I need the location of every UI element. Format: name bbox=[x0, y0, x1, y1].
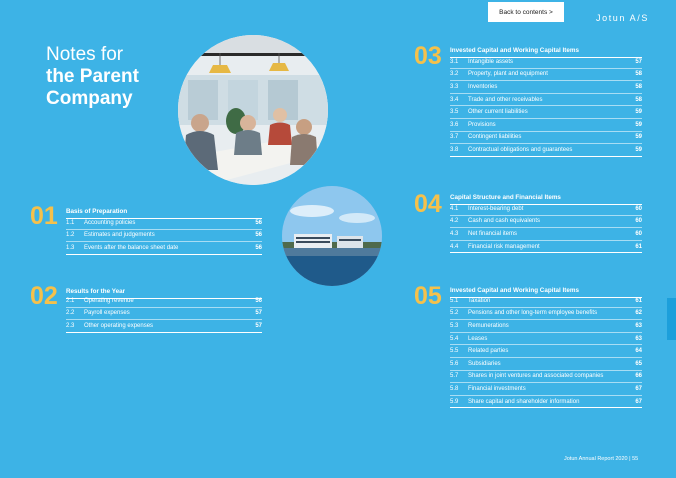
item-title: Subsidiaries bbox=[468, 360, 501, 367]
section-items bbox=[450, 203, 642, 253]
item-number: 1.3 bbox=[66, 244, 75, 251]
item-number: 5.9 bbox=[450, 398, 459, 405]
item-title: Cash and cash equivalents bbox=[468, 218, 541, 225]
item-number: 3.3 bbox=[450, 83, 459, 90]
item-title: Related parties bbox=[468, 348, 509, 355]
section-heading: Results for the Year bbox=[66, 288, 262, 299]
item-title: Inventories bbox=[468, 83, 498, 90]
item-title: Remunerations bbox=[468, 322, 509, 329]
item-title: Share capital and shareholder information bbox=[468, 398, 580, 405]
item-number: 5.5 bbox=[450, 348, 459, 355]
item-number: 5.3 bbox=[450, 322, 459, 329]
item-page: 63 bbox=[635, 322, 642, 329]
item-title: Shares in joint ventures and associated companies bbox=[468, 373, 604, 380]
item-page: 57 bbox=[255, 322, 262, 329]
item-number: 2.2 bbox=[66, 310, 75, 317]
item-number: 4.1 bbox=[450, 205, 459, 212]
section-items bbox=[66, 295, 262, 333]
item-page: 65 bbox=[635, 360, 642, 367]
section-items bbox=[66, 217, 262, 255]
item-page: 67 bbox=[635, 398, 642, 405]
item-page: 56 bbox=[255, 297, 262, 304]
item-page: 57 bbox=[255, 310, 262, 317]
item-title: Payroll expenses bbox=[84, 310, 130, 317]
item-page: 67 bbox=[635, 385, 642, 392]
toc-row[interactable] bbox=[450, 228, 642, 241]
item-number: 2.3 bbox=[66, 322, 75, 329]
item-number: 4.3 bbox=[450, 230, 459, 237]
item-page: 59 bbox=[635, 134, 642, 141]
toc-row[interactable] bbox=[66, 230, 262, 243]
toc-row[interactable] bbox=[450, 119, 642, 132]
toc-row[interactable] bbox=[450, 295, 642, 308]
item-page: 56 bbox=[255, 244, 262, 251]
chapter-side-tab[interactable] bbox=[667, 298, 676, 340]
section-number: 02 bbox=[30, 282, 58, 310]
item-number: 1.2 bbox=[66, 232, 75, 239]
item-page: 60 bbox=[635, 218, 642, 225]
item-page: 66 bbox=[635, 373, 642, 380]
item-page: 57 bbox=[635, 58, 642, 65]
section-number: 04 bbox=[414, 190, 442, 218]
item-page: 59 bbox=[635, 146, 642, 153]
item-title: Estimates and judgements bbox=[84, 232, 155, 239]
item-number: 3.2 bbox=[450, 71, 459, 78]
section-heading: Invested Capital and Working Capital Items bbox=[450, 47, 642, 58]
item-page: 61 bbox=[635, 243, 642, 250]
section-items bbox=[450, 295, 642, 408]
item-number: 3.6 bbox=[450, 121, 459, 128]
toc-row[interactable] bbox=[450, 371, 642, 384]
item-number: 4.4 bbox=[450, 243, 459, 250]
toc-row[interactable] bbox=[450, 396, 642, 409]
item-title: Contractual obligations and guarantees bbox=[468, 146, 573, 153]
page-title bbox=[46, 44, 139, 110]
item-page: 59 bbox=[635, 109, 642, 116]
item-page: 64 bbox=[635, 348, 642, 355]
item-title: Financial investments bbox=[468, 385, 526, 392]
item-page: 62 bbox=[635, 310, 642, 317]
title-line-1: Notes for bbox=[46, 44, 124, 65]
toc-row[interactable] bbox=[66, 320, 262, 333]
toc-row[interactable] bbox=[450, 345, 642, 358]
item-number: 3.7 bbox=[450, 134, 459, 141]
item-number: 4.2 bbox=[450, 218, 459, 225]
item-page: 58 bbox=[635, 71, 642, 78]
item-title: Provisions bbox=[468, 121, 496, 128]
item-number: 5.1 bbox=[450, 297, 459, 304]
item-page: 58 bbox=[635, 83, 642, 90]
item-page: 56 bbox=[255, 219, 262, 226]
item-title: Other operating expenses bbox=[84, 322, 154, 329]
item-page: 61 bbox=[635, 297, 642, 304]
item-number: 2.1 bbox=[66, 297, 75, 304]
item-number: 5.4 bbox=[450, 335, 459, 342]
toc-row[interactable] bbox=[450, 81, 642, 94]
item-page: 63 bbox=[635, 335, 642, 342]
toc-row[interactable] bbox=[66, 242, 262, 255]
toc-row[interactable] bbox=[450, 333, 642, 346]
item-number: 5.8 bbox=[450, 385, 459, 392]
item-title: Trade and other receivables bbox=[468, 96, 543, 103]
section-number: 01 bbox=[30, 202, 58, 230]
item-title: Property, plant and equipment bbox=[468, 71, 548, 78]
toc-row[interactable] bbox=[450, 358, 642, 371]
item-number: 1.1 bbox=[66, 219, 75, 226]
item-title: Intangible assets bbox=[468, 58, 514, 65]
item-number: 3.1 bbox=[450, 58, 459, 65]
toc-row[interactable] bbox=[450, 106, 642, 119]
toc-row[interactable] bbox=[450, 132, 642, 145]
item-title: Other current liabilities bbox=[468, 109, 528, 116]
section-number: 03 bbox=[414, 42, 442, 70]
page-footer: Jotun Annual Report 2020 | 55 bbox=[564, 456, 639, 462]
item-title: Leases bbox=[468, 335, 488, 342]
meeting-photo bbox=[178, 35, 328, 185]
item-title: Interest-bearing debt bbox=[468, 205, 524, 212]
item-number: 3.5 bbox=[450, 109, 459, 116]
item-title: Accounting policies bbox=[84, 219, 136, 226]
item-title: Net financial items bbox=[468, 230, 518, 237]
toc-row[interactable] bbox=[450, 383, 642, 396]
title-line-2: the Parent bbox=[46, 66, 139, 87]
toc-row[interactable] bbox=[66, 217, 262, 230]
item-number: 3.8 bbox=[450, 146, 459, 153]
toc-row[interactable] bbox=[450, 56, 642, 69]
section-heading: Capital Structure and Financial Items bbox=[450, 194, 642, 205]
building-photo bbox=[282, 186, 382, 286]
item-title: Events after the balance sheet date bbox=[84, 244, 179, 251]
item-page: 60 bbox=[635, 230, 642, 237]
toc-row[interactable] bbox=[450, 241, 642, 254]
toc-row[interactable] bbox=[450, 144, 642, 157]
item-title: Operating revenue bbox=[84, 297, 134, 304]
toc-row[interactable] bbox=[450, 203, 642, 216]
item-page: 59 bbox=[635, 121, 642, 128]
toc-row[interactable] bbox=[66, 308, 262, 321]
section-number: 05 bbox=[414, 282, 442, 310]
toc-row[interactable] bbox=[66, 295, 262, 308]
toc-row[interactable] bbox=[450, 69, 642, 82]
item-page: 60 bbox=[635, 205, 642, 212]
item-number: 5.7 bbox=[450, 373, 459, 380]
item-page: 56 bbox=[255, 232, 262, 239]
item-number: 5.2 bbox=[450, 310, 459, 317]
title-line-3: Company bbox=[46, 88, 133, 109]
item-title: Taxation bbox=[468, 297, 491, 304]
back-to-contents-button[interactable]: Back to contents > bbox=[488, 2, 564, 22]
toc-row[interactable] bbox=[450, 94, 642, 107]
item-title: Pensions and other long-term employee benefits bbox=[468, 310, 598, 317]
brand-name: Jotun A/S bbox=[596, 13, 649, 23]
item-title: Contingent liabilities bbox=[468, 134, 522, 141]
item-title: Financial risk management bbox=[468, 243, 540, 250]
toc-row[interactable] bbox=[450, 308, 642, 321]
section-heading: Invested Capital and Working Capital Items bbox=[450, 287, 642, 298]
section-items bbox=[450, 56, 642, 157]
item-number: 3.4 bbox=[450, 96, 459, 103]
item-number: 5.6 bbox=[450, 360, 459, 367]
toc-row[interactable] bbox=[450, 320, 642, 333]
item-page: 58 bbox=[635, 96, 642, 103]
section-heading: Basis of Preparation bbox=[66, 208, 262, 219]
toc-row[interactable] bbox=[450, 216, 642, 229]
